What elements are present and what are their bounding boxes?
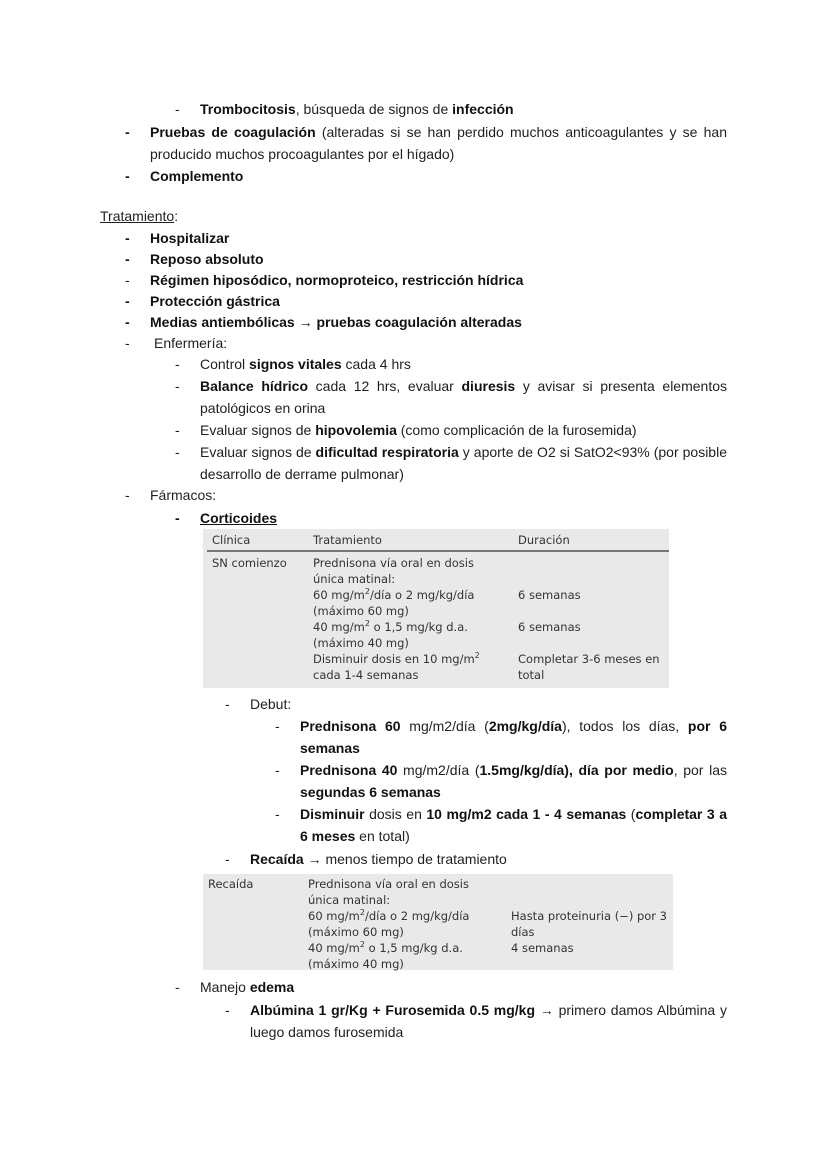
duration-cell: días bbox=[511, 925, 535, 939]
bold-text: Prednisona 40 bbox=[300, 762, 398, 778]
bullet-dash: - bbox=[175, 101, 180, 117]
text: mg/m2/día ( bbox=[397, 762, 480, 778]
list-item bbox=[250, 693, 291, 715]
bullet-dash: - bbox=[225, 1002, 230, 1018]
text: y aporte de O2 si SatO2<93% (por posible desarrollo de derrame pulmonar) bbox=[200, 444, 727, 482]
list-item bbox=[150, 484, 216, 506]
bold-text: por 6 semanas bbox=[300, 718, 727, 756]
section-heading bbox=[100, 205, 178, 227]
text: , búsqueda de signos de bbox=[295, 101, 453, 117]
text: Evaluar signos de bbox=[200, 422, 316, 438]
text bbox=[308, 940, 469, 956]
bullet-dash: - bbox=[125, 124, 130, 140]
list-item bbox=[200, 976, 294, 998]
list-item bbox=[300, 715, 727, 759]
text: cada 12 hrs, evaluar bbox=[308, 378, 462, 394]
text bbox=[313, 651, 480, 667]
duration-cell: total bbox=[518, 668, 545, 682]
list-item bbox=[200, 507, 277, 529]
bold-text: signos vitales bbox=[249, 356, 342, 372]
bold-text: Medias antiembólicas → pruebas coagulación alteradas bbox=[150, 314, 522, 330]
bullet-dash: - bbox=[275, 762, 280, 778]
text: Prednisona vía oral en dosis bbox=[313, 556, 474, 570]
bold-text: Protección gástrica bbox=[150, 293, 280, 309]
text: cada 4 hrs bbox=[341, 356, 411, 372]
bold-text: 10 mg/m2 cada 1 - 4 semanas bbox=[426, 806, 627, 822]
text: /día o 2 mg/kg/día bbox=[364, 909, 470, 923]
text: (alteradas si se han perdido muchos anticoagulantes y se han producido muchos procoagulantes por el hígado) bbox=[150, 124, 727, 162]
text: única matinal: bbox=[308, 893, 391, 907]
recaida-table bbox=[203, 874, 673, 970]
bullet-dash: - bbox=[175, 356, 180, 372]
bold-text: Albúmina 1 gr/Kg + Furosemida 0.5 mg/kg bbox=[250, 1002, 536, 1018]
text: Enfermería: bbox=[154, 335, 228, 351]
text: (máximo 60 mg) bbox=[313, 604, 409, 618]
superscript: 2 bbox=[474, 651, 480, 661]
bullet-dash: - bbox=[125, 168, 130, 184]
text: : bbox=[174, 208, 179, 224]
bold-text: diuresis bbox=[461, 378, 516, 394]
bold-text: Régimen hiposódico, normoproteico, restricción hídrica bbox=[150, 272, 524, 288]
text: (como complicación de la furosemida) bbox=[396, 422, 637, 438]
superscript: 2 bbox=[359, 908, 365, 918]
bullet-dash: - bbox=[175, 444, 180, 460]
bold-text: Reposo absoluto bbox=[150, 251, 264, 267]
text: dosis en bbox=[364, 806, 427, 822]
treatment-cell bbox=[308, 876, 469, 972]
text: y avisar si presenta elementos patológicos en orina bbox=[200, 378, 728, 416]
list-item bbox=[300, 803, 727, 847]
duration-cell: Completar 3-6 meses en bbox=[518, 652, 660, 666]
text: Prednisona vía oral en dosis bbox=[308, 877, 469, 891]
column-header: Clínica bbox=[212, 533, 251, 547]
list-item bbox=[150, 227, 229, 249]
superscript: 2 bbox=[364, 619, 370, 629]
text: Control bbox=[200, 356, 250, 372]
bold-text: edema bbox=[249, 979, 295, 995]
bold-text: Trombocitosis bbox=[200, 101, 296, 117]
bullet-dash: - bbox=[125, 335, 130, 351]
bold-text: Corticoides bbox=[200, 510, 278, 526]
text: Disminuir dosis en 10 mg/m bbox=[313, 652, 475, 666]
treatment-cell bbox=[313, 555, 480, 683]
bold-text: Prednisona 60 bbox=[300, 718, 401, 734]
bullet-dash: - bbox=[225, 851, 230, 867]
bullet-dash: - bbox=[125, 272, 130, 288]
heading-text: Tratamiento bbox=[100, 208, 175, 224]
text bbox=[308, 908, 469, 924]
list-item bbox=[250, 999, 727, 1043]
text: ), todos los días, bbox=[561, 718, 688, 734]
list-item bbox=[150, 165, 243, 187]
duration-cell: 6 semanas bbox=[518, 620, 581, 634]
list-item bbox=[150, 269, 523, 291]
bullet-dash: - bbox=[125, 230, 130, 246]
text: 40 mg/m bbox=[308, 941, 360, 955]
bold-text: Hospitalizar bbox=[150, 230, 230, 246]
text: en total) bbox=[355, 828, 410, 844]
bold-text: segundas 6 semanas bbox=[300, 784, 441, 800]
duration-cell: 6 semanas bbox=[518, 588, 581, 602]
bold-text: Disminuir bbox=[300, 806, 365, 822]
bold-text: Pruebas de coagulación bbox=[150, 124, 316, 140]
text: → menos tiempo de tratamiento bbox=[303, 851, 507, 867]
list-item bbox=[200, 419, 637, 441]
list-item bbox=[300, 759, 727, 803]
corticoides-table bbox=[203, 529, 669, 688]
bold-text: 1.5mg/kg/día), día por medio bbox=[479, 762, 674, 778]
bullet-dash: - bbox=[275, 718, 280, 734]
superscript: 2 bbox=[359, 940, 365, 950]
bullet-dash: - bbox=[275, 806, 280, 822]
duration-cell: Hasta proteinuria (−) por 3 bbox=[511, 909, 667, 923]
divider bbox=[207, 550, 669, 552]
bullet-dash: - bbox=[125, 487, 130, 503]
bullet-dash: - bbox=[175, 378, 180, 394]
list-item bbox=[150, 290, 280, 312]
row-label: Recaída bbox=[208, 877, 254, 891]
bullet-dash: - bbox=[125, 251, 130, 267]
text: 40 mg/m bbox=[313, 620, 365, 634]
column-header: Tratamiento bbox=[313, 533, 382, 547]
list-item bbox=[150, 121, 727, 165]
list-item bbox=[200, 353, 411, 375]
bullet-dash: - bbox=[125, 293, 130, 309]
list-item bbox=[250, 848, 507, 870]
bold-text: dificultad respiratoria bbox=[315, 444, 459, 460]
list-item bbox=[150, 248, 264, 270]
text: 60 mg/m bbox=[308, 909, 360, 923]
list-item bbox=[200, 98, 514, 120]
text bbox=[313, 587, 480, 603]
bold-text: Balance hídrico bbox=[200, 378, 309, 394]
text: Manejo bbox=[200, 979, 250, 995]
text: Evaluar signos de bbox=[200, 444, 316, 460]
text: (máximo 60 mg) bbox=[308, 925, 404, 939]
text: o 1,5 mg/kg d.a. bbox=[364, 941, 463, 955]
text: (máximo 40 mg) bbox=[308, 957, 404, 971]
bullet-dash: - bbox=[125, 314, 130, 330]
bullet-dash: - bbox=[175, 979, 180, 995]
text: mg/m2/día ( bbox=[400, 718, 489, 734]
text: cada 1-4 semanas bbox=[313, 668, 419, 682]
text: Debut: bbox=[250, 696, 292, 712]
list-item bbox=[150, 311, 522, 333]
text: única matinal: bbox=[313, 572, 396, 586]
text: ( bbox=[626, 806, 636, 822]
bullet-dash: - bbox=[175, 422, 180, 438]
list-item bbox=[200, 441, 727, 485]
bullet-dash: - bbox=[175, 510, 180, 526]
list-item bbox=[154, 332, 227, 354]
bold-text: Recaída bbox=[250, 851, 304, 867]
list-item bbox=[200, 375, 727, 419]
text: → primero damos Albúmina y luego damos furosemida bbox=[250, 1002, 727, 1040]
duration-cell: 4 semanas bbox=[511, 941, 574, 955]
superscript: 2 bbox=[364, 587, 370, 597]
text: , por las bbox=[673, 762, 727, 778]
bullet-dash: - bbox=[225, 696, 230, 712]
text bbox=[313, 619, 480, 635]
text: o 1,5 mg/kg d.a. bbox=[369, 620, 468, 634]
text: 60 mg/m bbox=[313, 588, 365, 602]
row-label: SN comienzo bbox=[212, 556, 287, 570]
bold-text: completar 3 a 6 meses bbox=[300, 806, 727, 844]
text: Fármacos: bbox=[150, 487, 217, 503]
bold-text: 2mg/kg/día bbox=[488, 718, 562, 734]
column-header: Duración bbox=[518, 533, 570, 547]
bold-text: Complemento bbox=[150, 168, 244, 184]
bold-text: hipovolemia bbox=[315, 422, 397, 438]
text: (máximo 40 mg) bbox=[313, 636, 409, 650]
bold-text: infección bbox=[452, 101, 514, 117]
text: /día o 2 mg/kg/día bbox=[369, 588, 475, 602]
